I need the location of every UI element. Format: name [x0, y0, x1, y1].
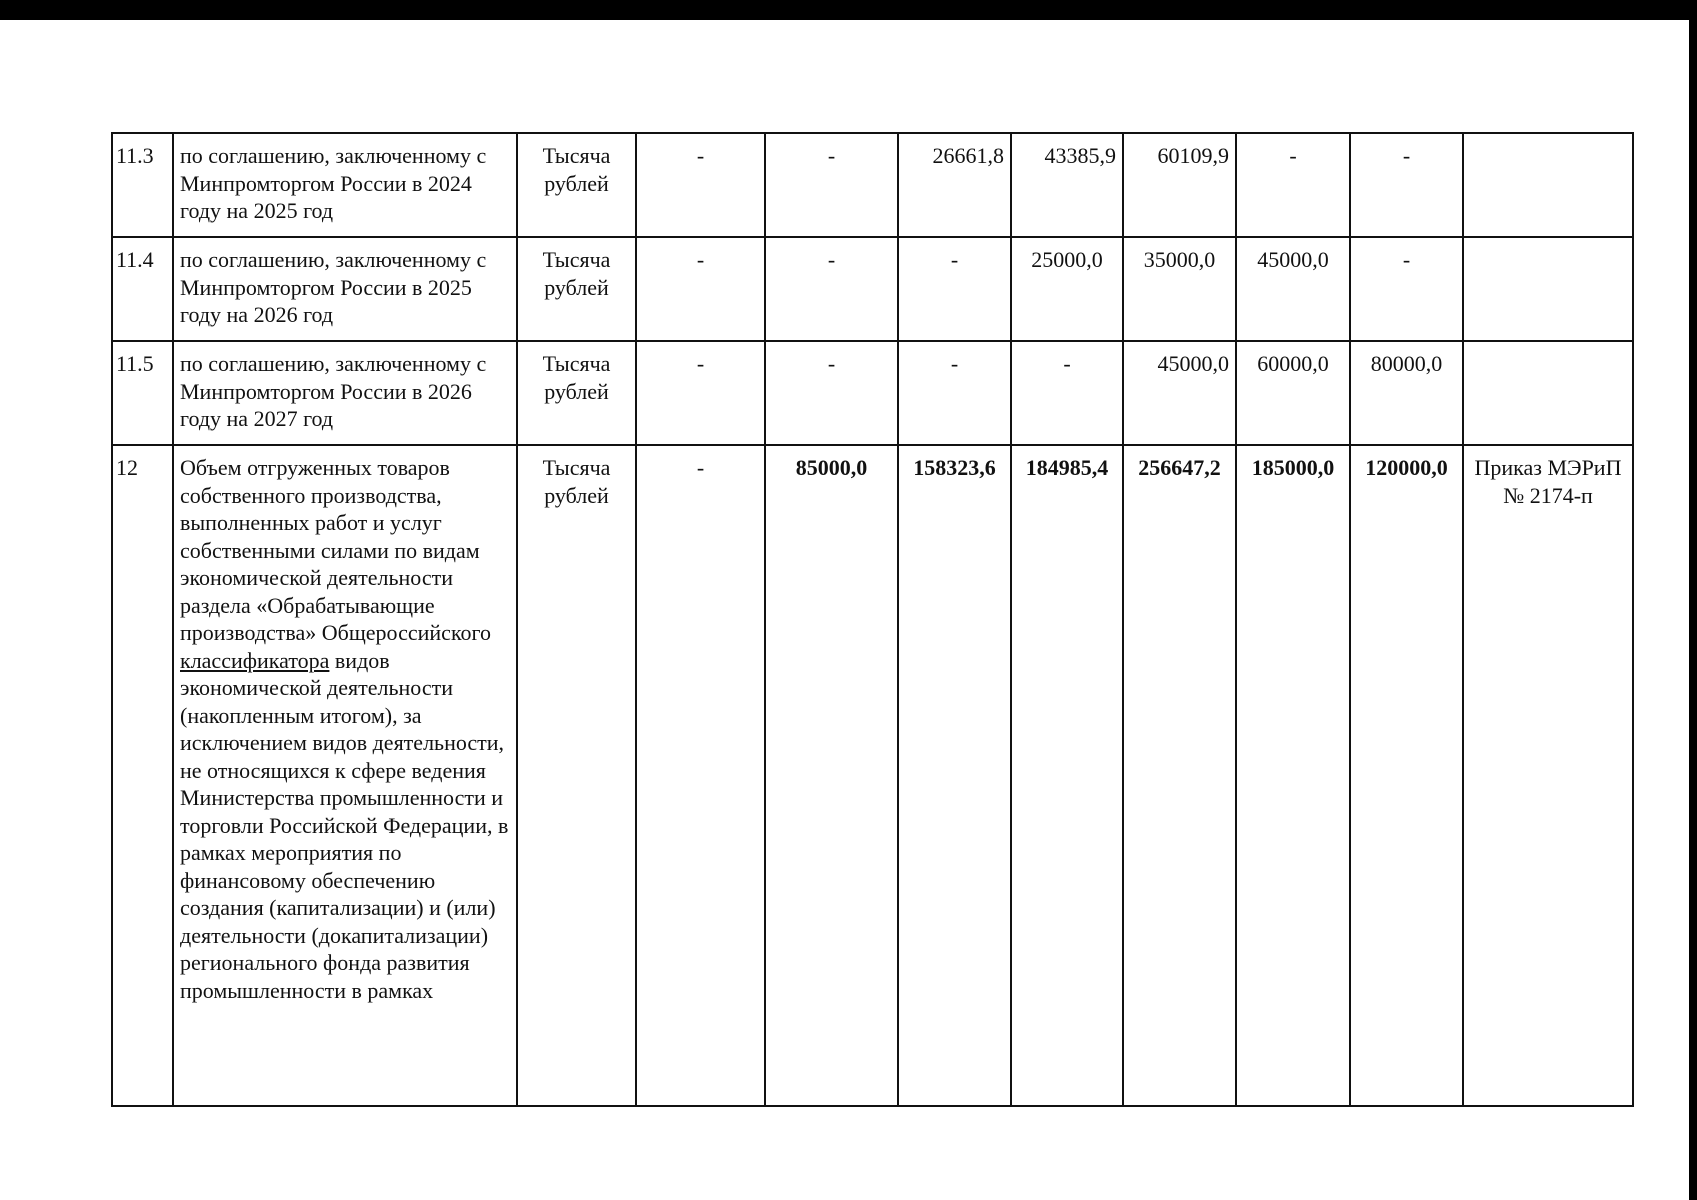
value-cell: 60000,0 [1236, 341, 1350, 445]
row-number: 11.3 [112, 133, 173, 237]
value-cell: 45000,0 [1236, 237, 1350, 341]
value-cell: 120000,0 [1350, 445, 1463, 1106]
value-cell: 60109,9 [1123, 133, 1236, 237]
value-cell: 45000,0 [1123, 341, 1236, 445]
row-description [173, 445, 517, 1106]
row-unit: Тысяча рублей [517, 341, 636, 445]
value-cell: - [898, 341, 1011, 445]
row-number: 12 [112, 445, 173, 1106]
row-unit: Тысяча рублей [517, 445, 636, 1106]
row-unit: Тысяча рублей [517, 237, 636, 341]
description-text-continued: видов экономической деятельности (накопленным итогом), за исключением видов деятельности, не относящихся к сфере ведения Министерства промышленности и торговли Российской Федерации, в рамках мероприятия по финансовому обеспечению создания (капитализации) и (или) деятельности (докапитализации) регионального фонда развития промышленности в рамках [180, 647, 509, 1003]
value-cell: - [765, 133, 898, 237]
table-row [112, 445, 1633, 1106]
value-cell: - [765, 237, 898, 341]
value-cell: 26661,8 [898, 133, 1011, 237]
table-row [112, 133, 1633, 237]
value-cell: 35000,0 [1123, 237, 1236, 341]
value-cell: 158323,6 [898, 445, 1011, 1106]
row-note [1463, 341, 1633, 445]
value-cell: 184985,4 [1011, 445, 1123, 1106]
indicators-table [111, 132, 1634, 1107]
value-cell: 80000,0 [1350, 341, 1463, 445]
description-text: Объем отгруженных товаров собственного производства, выполненных работ и услуг собственными силами по видам экономической деятельности раздела «Обрабатывающие производства» Общероссийского [180, 455, 491, 645]
value-cell: - [636, 133, 765, 237]
classifier-link[interactable]: классификатора [180, 647, 330, 673]
value-cell: - [636, 237, 765, 341]
value-cell: - [1350, 133, 1463, 237]
row-number: 11.5 [112, 341, 173, 445]
row-note [1463, 133, 1633, 237]
value-cell: - [636, 445, 765, 1106]
value-cell: - [1350, 237, 1463, 341]
table-row [112, 237, 1633, 341]
value-cell: 43385,9 [1011, 133, 1123, 237]
value-cell: - [636, 341, 765, 445]
scan-top-border [0, 0, 1697, 20]
row-description: по соглашению, заключенному с Минпромторгом России в 2026 году на 2027 год [173, 341, 517, 445]
value-cell: - [765, 341, 898, 445]
row-description: по соглашению, заключенному с Минпромторгом России в 2025 году на 2026 год [173, 237, 517, 341]
row-note [1463, 237, 1633, 341]
value-cell: 256647,2 [1123, 445, 1236, 1106]
row-number: 11.4 [112, 237, 173, 341]
value-cell: 85000,0 [765, 445, 898, 1106]
value-cell: - [1236, 133, 1350, 237]
row-unit: Тысяча рублей [517, 133, 636, 237]
value-cell: 185000,0 [1236, 445, 1350, 1106]
row-description: по соглашению, заключенному с Минпромторгом России в 2024 году на 2025 год [173, 133, 517, 237]
scan-right-border [1689, 0, 1697, 1200]
value-cell: 25000,0 [1011, 237, 1123, 341]
value-cell: - [1011, 341, 1123, 445]
table-row [112, 341, 1633, 445]
row-note: Приказ МЭРиП № 2174-п [1463, 445, 1633, 1106]
value-cell: - [898, 237, 1011, 341]
